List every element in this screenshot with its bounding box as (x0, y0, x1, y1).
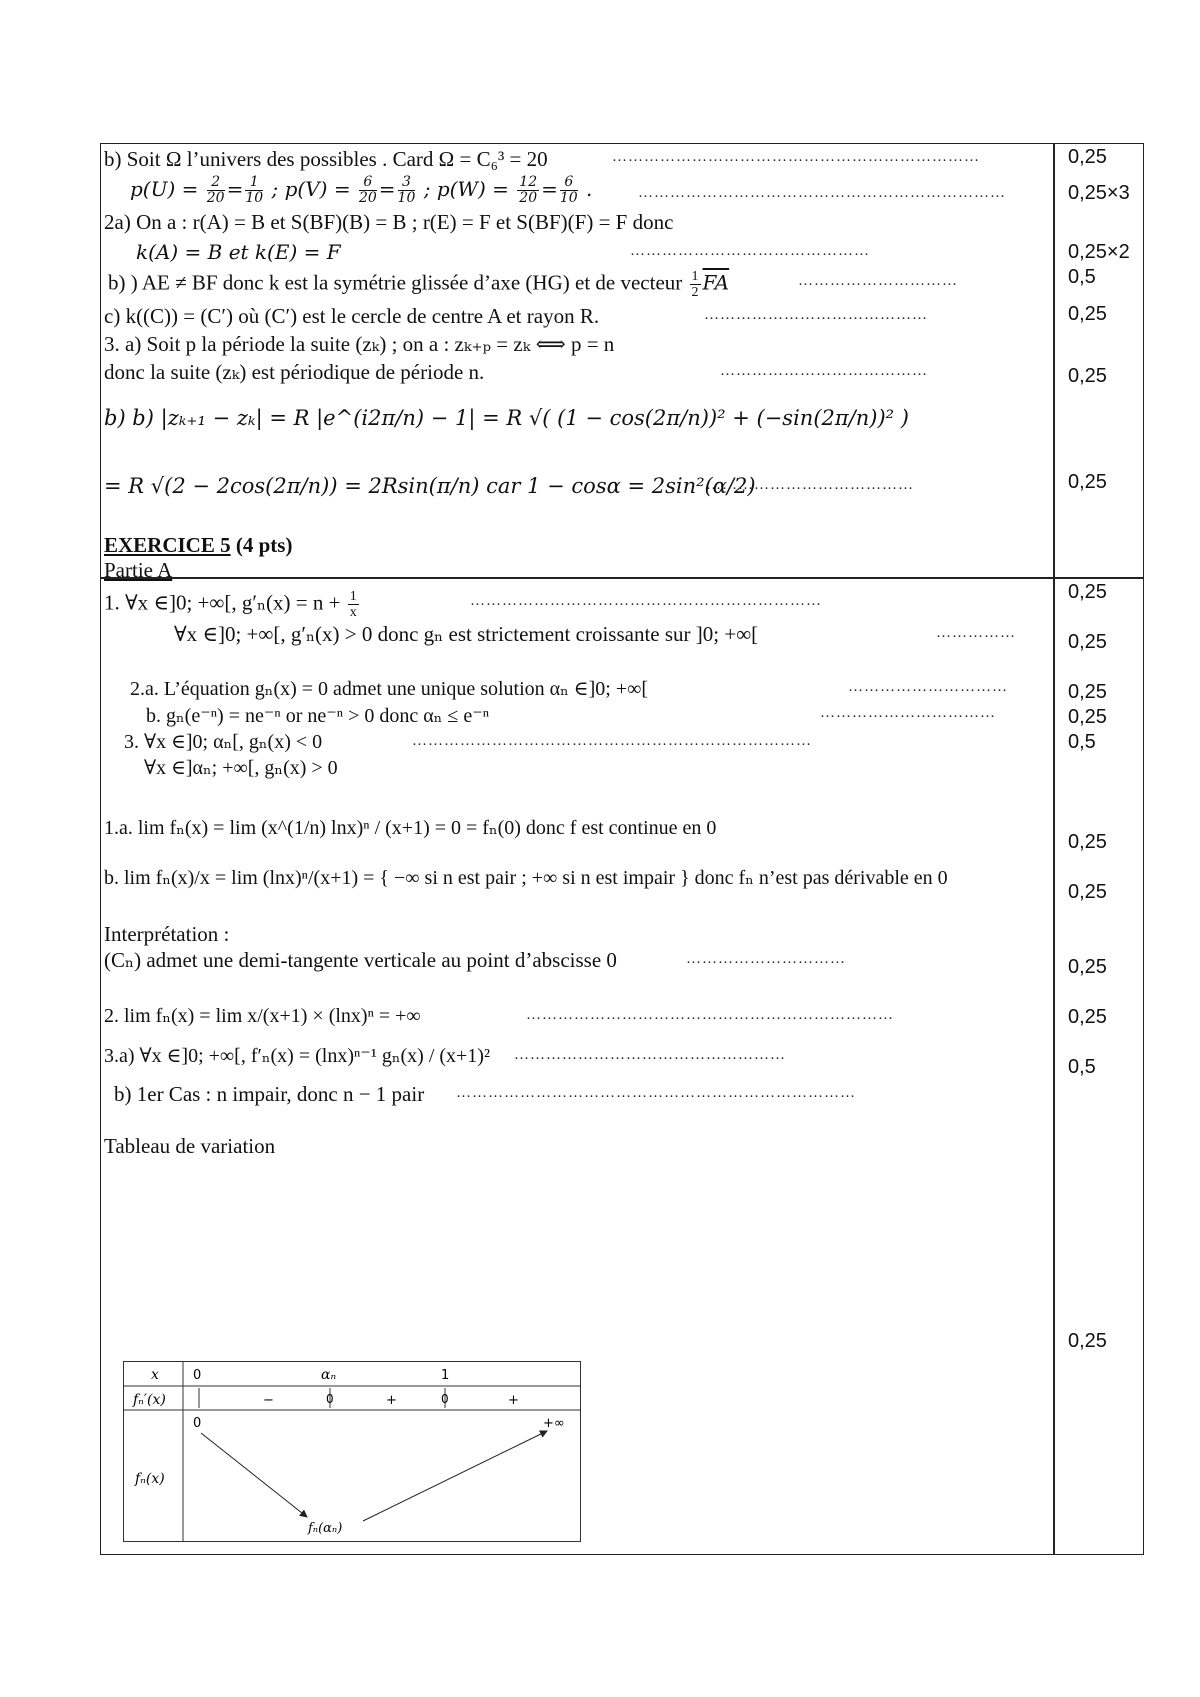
line-b1b: b. lim fₙ(x)/x = lim (lnx)ⁿ/(x+1) = { −∞ si n est pair ; +∞ si n est impair } donc fₙ n’est pas dérivable en 0 (104, 867, 948, 889)
dotted-leader: ………………………………………………………………… (456, 1085, 856, 1101)
line-3b: b) b) |zₖ₊₁ − zₖ| = R |e^(i2π/n) − 1| = R √( (1 − cos(2π/n))² + (−sin(2π/n))² ) (104, 406, 909, 430)
mark: 0,25 (1068, 471, 1107, 493)
mark: 0,25 (1068, 1330, 1107, 1352)
variation-end: +∞ (543, 1416, 565, 1431)
mark: 0,5 (1068, 1056, 1096, 1078)
variation-table (123, 1361, 583, 1543)
fprime-label: fₙ′(x) (133, 1392, 166, 1408)
dotted-leader: ………………………………… (706, 477, 914, 493)
dotted-leader: ………………………… (798, 273, 958, 289)
dotted-leader: …………… (936, 625, 1016, 641)
variation-start: 0 (193, 1416, 202, 1431)
line-interpretation: Interprétation : (104, 922, 230, 946)
exercise-5-title: EXERCICE 5 (4 pts) (104, 533, 293, 557)
x-label: x (151, 1367, 159, 1383)
mark: 0,25 (1068, 365, 1107, 387)
dotted-leader: ………………………………………………………… (470, 593, 822, 609)
dotted-leader: ………………………… (686, 951, 846, 967)
dotted-leader: …………………………………… (704, 307, 928, 323)
mark: 0,25 (1068, 681, 1107, 703)
line-a3: 3. ∀x ∈]0; αₙ[, gₙ(x) < 0 (124, 731, 323, 753)
mark: 0,5 (1068, 731, 1096, 753)
mark: 0,25 (1068, 146, 1107, 168)
variation-min: fₙ(αₙ) (308, 1521, 343, 1536)
line-a1: 1. ∀x ∈]0; +∞[, g′ₙ(x) = n + $\frac{1}{x}$ (104, 589, 357, 620)
line-b3b: b) 1er Cas : n impair, donc n − 1 pair (114, 1082, 425, 1106)
x-value-1: 1 (441, 1368, 450, 1383)
dotted-leader: …………………………………………… (514, 1047, 786, 1063)
line-2a-k: k(A) = B et k(E) = F (136, 240, 341, 264)
line-2b: b) ) AE ≠ BF donc k est la symétrie glissée d’axe (HG) et de vecteur $\frac{1}{2}$ $\overline{FA}$ (108, 269, 730, 300)
arrow-increasing (363, 1431, 547, 1521)
x-value-alpha: αₙ (321, 1367, 337, 1383)
line-univers: b) Soit Ω l’univers des possibles . Card Ω = C₆³ = 20 (104, 147, 548, 171)
line-b2: 2. lim fₙ(x) = lim x/(x+1) × (lnx)ⁿ = +∞ (104, 1005, 421, 1027)
dotted-leader: ………………………………… (720, 363, 928, 379)
line-a2a: 2.a. L’équation gₙ(x) = 0 admet une unique solution αₙ ∈]0; +∞[ (130, 678, 649, 700)
dotted-leader: …………………………………………………………… (612, 149, 980, 165)
sign-plus: + (508, 1393, 519, 1408)
mark: 0,25 (1068, 956, 1107, 978)
line-probabilities: p(U) = $\frac{2}{20}$ = $\frac{1}{10}$ ; p(V) = $\frac{6}{20}$ = $\frac{3}{10}$ ; p(W) = $\frac{12}{20}$ = $\frac{6}{10}$ . (130, 174, 593, 206)
dotted-leader: …………………………………………………………… (638, 185, 1006, 201)
line-3a: 3. a) Soit p la période la suite (zₖ) ; on a : zₖ₊ₚ = zₖ ⟺ p = n (104, 332, 615, 356)
f-label: fₙ(x) (135, 1471, 165, 1487)
line-interpretation-text: (Cₙ) admet une demi-tangente verticale au point d’abscisse 0 (104, 948, 617, 972)
line-b1a: 1.a. lim fₙ(x) = lim (x^(1/n) lnx)ⁿ / (x+1) = 0 = fₙ(0) donc f est continue en 0 (104, 817, 717, 839)
mark: 0,25 (1068, 706, 1107, 728)
table-title: Tableau de variation (104, 1134, 276, 1158)
mark: 0,25 (1068, 631, 1107, 653)
zero-mark: 0 (441, 1392, 449, 1406)
line-3b-result: = R √(2 − 2cos(2π/n)) = 2Rsin(π/n) car 1 − cosα = 2sin²(α/2) (104, 474, 756, 498)
dotted-leader: ……………………………………… (630, 243, 870, 259)
sign-minus: − (263, 1393, 274, 1408)
line-2a: 2a) On a : r(A) = B et S(BF)(B) = B ; r(E) = F et S(BF)(F) = F donc (104, 210, 674, 234)
sign-plus: + (386, 1393, 397, 1408)
line-a2b: b. gₙ(e⁻ⁿ) = ne⁻ⁿ or ne⁻ⁿ > 0 donc αₙ ≤ e⁻ⁿ (146, 705, 490, 727)
line-a1-increasing: ∀x ∈]0; +∞[, g′ₙ(x) > 0 donc gₙ est strictement croissante sur ]0; +∞[ (174, 622, 759, 646)
mark: 0,5 (1068, 266, 1096, 288)
line-a3-positive: ∀x ∈]αₙ; +∞[, gₙ(x) > 0 (144, 757, 338, 779)
mark: 0,25 (1068, 1006, 1107, 1028)
dotted-leader: …………………………… (820, 705, 996, 721)
mark: 0,25 (1068, 831, 1107, 853)
line-3a-period: donc la suite (zₖ) est périodique de période n. (104, 360, 485, 384)
mark: 0,25×3 (1068, 182, 1130, 204)
mark: 0,25×2 (1068, 241, 1130, 263)
line-2c: c) k((C)) = (C′) où (C′) est le cercle de centre A et rayon R. (104, 304, 600, 328)
zero-mark: 0 (326, 1392, 334, 1406)
dotted-leader: ………………………………………………………………… (412, 733, 812, 749)
partie-a-heading: Partie A (104, 558, 173, 582)
arrow-decreasing (201, 1433, 307, 1517)
answer-sheet (100, 143, 1144, 1555)
dotted-leader: ………………………… (848, 679, 1008, 695)
line-b3a: 3.a) ∀x ∈]0; +∞[, f′ₙ(x) = (lnx)ⁿ⁻¹ gₙ(x) / (x+1)² (104, 1045, 490, 1067)
mark: 0,25 (1068, 581, 1107, 603)
dotted-leader: …………………………………………………………… (526, 1007, 894, 1023)
marks-column-divider (1053, 143, 1055, 1555)
mark: 0,25 (1068, 303, 1107, 325)
mark: 0,25 (1068, 881, 1107, 903)
x-value-0: 0 (193, 1368, 202, 1383)
